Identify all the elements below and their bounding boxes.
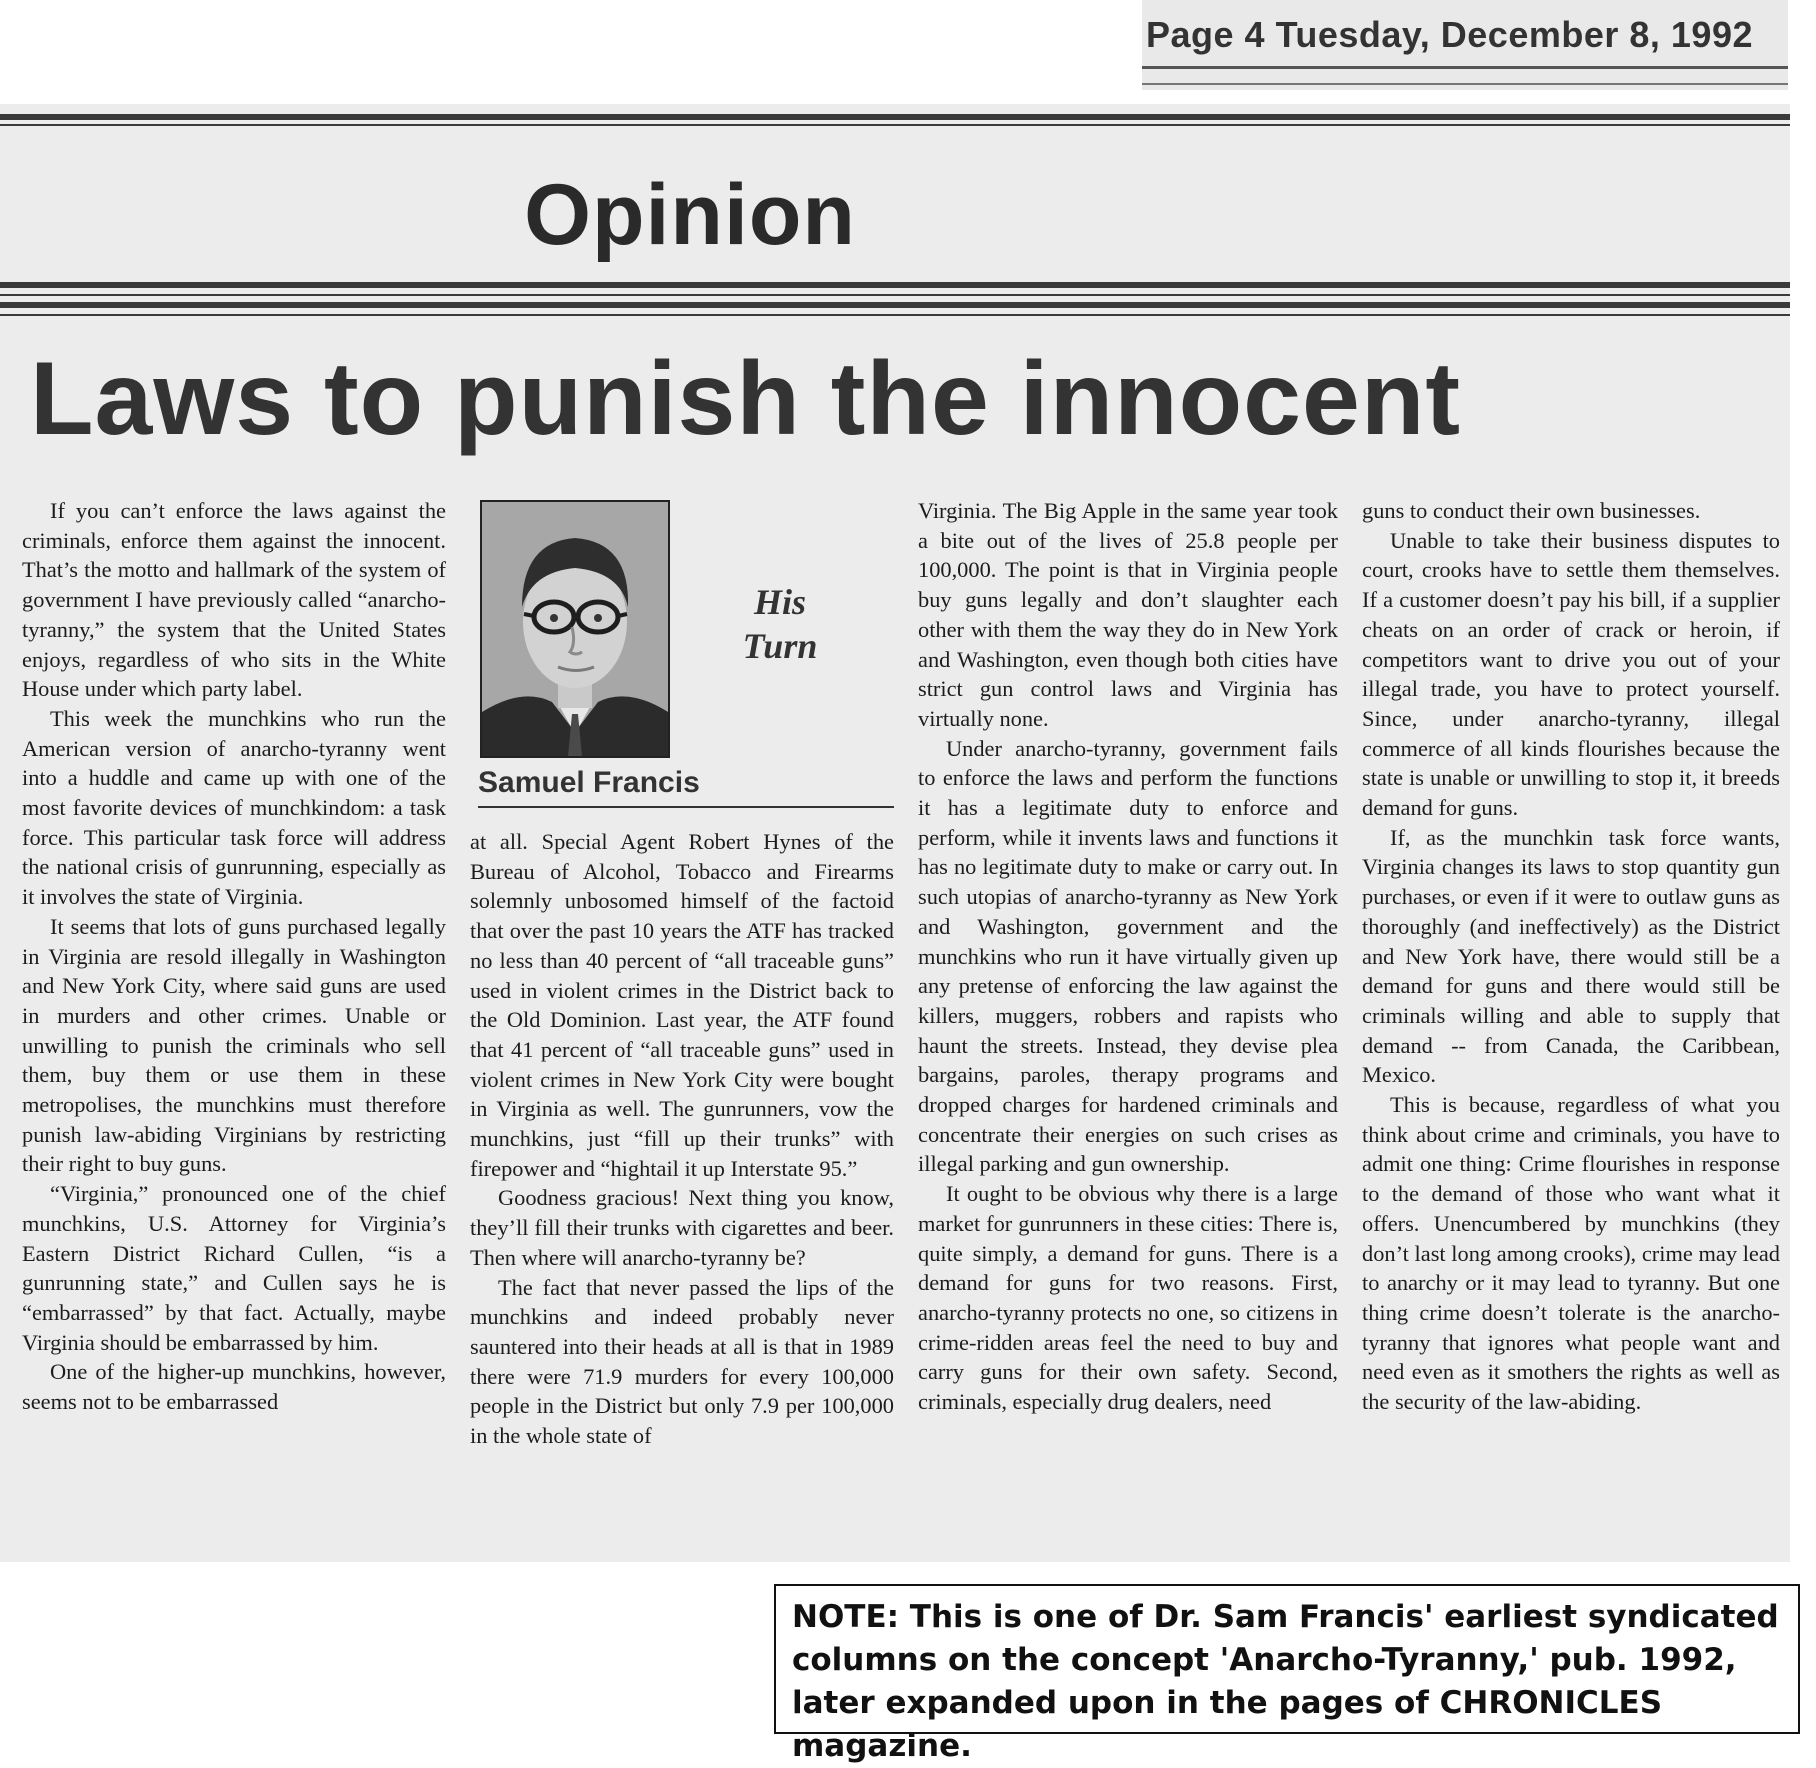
paragraph: The fact that never passed the lips of the munchkins and indeed probably never sauntered into their heads at all is that in 1989 there were 71.9 murders for every 100,000 people in the District but only 7.9 per 100,000 in the whole state of <box>470 1274 894 1449</box>
dateline-rule <box>1142 66 1788 85</box>
article-column-3 <box>918 496 1338 1417</box>
top-rule-thin <box>0 124 1790 126</box>
byline: Samuel Francis <box>478 766 700 799</box>
byline-rule <box>478 806 894 808</box>
paragraph: It ought to be obvious why there is a large market for gunrunners in these cities: There is, quite simply, a demand for guns. There is a demand for guns for two reasons. First, anarcho-tyranny protects no one, so citizens in crime-ridden areas feel the need to buy and carry guns for their own safety. Second, criminals, especially drug dealers, need <box>918 1181 1338 1415</box>
author-photo <box>480 500 670 758</box>
section-rule-bottom-thin <box>0 314 1790 316</box>
section-rule-bottom <box>0 302 1790 308</box>
headline: Laws to punish the innocent <box>30 341 1461 457</box>
paragraph: One of the higher-up munchkins, however, seems not to be embarrassed <box>22 1359 446 1415</box>
paragraph: guns to conduct their own businesses. <box>1362 498 1701 523</box>
paragraph: Under anarcho-tyranny, government fails to enforce the laws and perform the functions it has a legitimate duty to enforce and perform, while it invents laws and functions it has no legitimate duty to make or carry out. In such utopias of anarcho-tyranny as New York and Washington, government and the munchkins who run it have virtually given up any pretense of enforcing the law against the killers, muggers, robbers and rapists who haunt the streets. Instead, they devise plea bargains, paroles, therapy programs and dropped charges for hardened criminals and concentrate their energies on such crises as illegal parking and gun ownership. <box>918 735 1338 1177</box>
paragraph: Unable to take their business disputes to court, crooks have to settle them themselves. If a customer doesn’t pay his bill, if a supplier cheats on an order of crack or heroin, if competitors want to drive you out of your illegal trade, you have to protect yourself. Since, under anarcho-tyranny, illegal commerce of all kinds flourishes because the state is unable or unwilling to stop it, it breeds demand for guns. <box>1362 527 1780 821</box>
paragraph: This week the munchkins who run the American version of anarcho-tyranny went into a huddle and came up with one of the most favorite devices of munchkindom: a task force. This particular task force will address the national crisis of gunrunning, especially as it involves the state of Virginia. <box>22 705 446 910</box>
section-title: Opinion <box>524 167 856 263</box>
paragraph: It seems that lots of guns purchased legally in Virginia are resold illegally in Washington and New York City, where said guns are used in murders and other crimes. Unable or unwilling to punish the criminals who sell them, buy them or use them in these metropolises, the munchkins must therefore punish law-abiding Virginians by restricting their right to buy guns. <box>22 913 446 1177</box>
paragraph: Goodness gracious! Next thing you know, they’ll fill their trunks with cigarettes and beer. Then where will anarcho-tyranny be? <box>470 1185 894 1270</box>
portrait-image <box>482 502 668 756</box>
article-column-2 <box>470 827 894 1451</box>
section-rule-thin <box>0 294 1790 296</box>
paragraph: Virginia. The Big Apple in the same year took a bite out of the lives of 25.8 people per 100,000. The point is that in Virginia people buy guns legally and don’t slaughter each other with them the way they do in New York and Washington, even though both cities have strict gun control laws and Virginia has virtually none. <box>918 498 1338 731</box>
section-rule <box>0 282 1790 288</box>
editor-note: NOTE: This is one of Dr. Sam Francis' earliest syndicated columns on the concept 'Anarcho-Tyranny,' pub. 1992, later expanded upon in the pages of CHRONICLES magazine. <box>774 1584 1800 1734</box>
column-label: His Turn <box>742 582 818 666</box>
paragraph: If you can’t enforce the laws against the criminals, enforce them against the innocent. That’s the motto and hallmark of the system of government I have previously called “anarcho-tyranny,” the system that the United States enjoys, regardless of who sits in the White House under which party label. <box>22 498 446 702</box>
dateline: Page 4 Tuesday, December 8, 1992 <box>1146 14 1753 55</box>
article-column-1 <box>22 496 446 1417</box>
top-rule <box>0 114 1790 120</box>
paragraph: If, as the munchkin task force wants, Virginia changes its laws to stop quantity gun purchases, or even if it were to outlaw guns as thoroughly (and ineffectively) as the District and New York have, there would still be a demand for guns and there would still be criminals willing and able to supply that demand -- from Canada, the Caribbean, Mexico. <box>1362 824 1780 1088</box>
paragraph: at all. Special Agent Robert Hynes of the Bureau of Alcohol, Tobacco and Firearms solemnly unbosomed himself of the factoid that over the past 10 years the ATF has tracked no less than 40 percent of “all traceable guns” used in violent crimes in the District back to the Old Dominion. Last year, the ATF found that 41 percent of “all traceable guns” used in violent crimes in New York City were bought in Virginia as well. The gunrunners, vow the munchkins, just “fill up their trunks” with firepower and “hightail it up Interstate 95.” <box>470 829 894 1181</box>
article-column-4 <box>1362 496 1780 1417</box>
paragraph: “Virginia,” pronounced one of the chief munchkins, U.S. Attorney for Virginia’s Eastern District Richard Cullen, “is a gunrunning state,” and Cullen says he is “embarrassed” by that fact. Actually, maybe Virginia should be embarrassed by him. <box>22 1181 446 1355</box>
paragraph: This is because, regardless of what you think about crime and criminals, you have to admit one thing: Crime flourishes in response to the demand of those who want what it offers. Unencumbered by munchkins (they don’t last long among crooks), crime may lead to anarchy or it may lead to tyranny. But one thing crime doesn’t tolerate is the anarcho-tyranny that ignores what people want and need even as it smothers the rights as well as the security of the law-abiding. <box>1362 1092 1780 1415</box>
